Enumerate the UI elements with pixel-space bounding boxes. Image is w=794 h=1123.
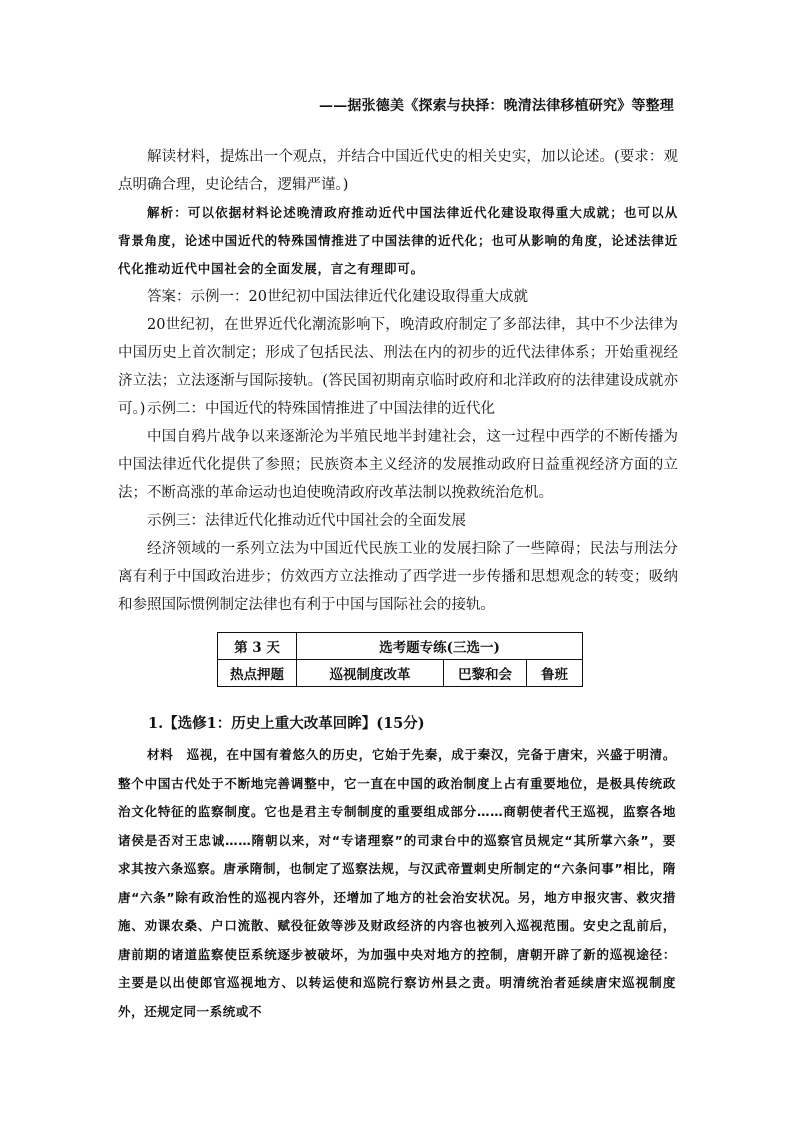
- answer-example3-body: 经济领域的一系列立法为中国近代民族工业的发展扫除了一些障碍；民法与刑法分离有利于中国政治进步；仿效西方立法推动了西学进一步传播和思想观念的转变；吸纳和参照国际惯例制定法律也有利于中国与国际社会的接轨。: [118, 541, 678, 613]
- hot-topic-label-cell: 热点押题: [218, 660, 297, 687]
- question-1-heading: 1.【选修1：历史上重大改革回眸】(15分): [148, 715, 425, 732]
- table-title-cell: 选考题专练(三选一): [297, 633, 583, 660]
- answer-example1-title: 答案：示例一：20世纪初中国法律近代化建设取得重大成就: [147, 289, 528, 305]
- day-schedule-table: [217, 632, 583, 687]
- answer-example2-body: 中国自鸦片战争以来逐渐沦为半殖民地半封建社会，这一过程中西学的不断传播为中国法律近代化提供了参照；民族资本主义经济的发展推动政府日益重视经济方面的立法；不断高涨的革命运动也迫使晚清政府改革法制以挽救统治危机。: [118, 429, 678, 501]
- question-prompt: 解读材料，提炼出一个观点，并结合中国近代史的相关史实，加以论述。(要求：观点明确合理，史论结合，逻辑严谨。): [118, 149, 678, 193]
- analysis-text: 解析：可以依据材料论述晚清政府推动近代中国法律近代化建设取得重大成就；也可以从背景角度，论述中国近代的特殊国情推进了中国法律的近代化；也可从影响的角度，论述法律近代化推动近代中国社会的全面发展，言之有理即可。: [118, 205, 678, 276]
- day-label-cell: 第 3 天: [218, 633, 297, 660]
- question-1-material: 材料 巡视，在中国有着悠久的历史，它始于先秦，成于秦汉，完备于唐宋，兴盛于明清。整个中国古代处于不断地完善调整中，它一直在中国的政治制度上占有重要地位，是极具传统政治文化特征的监察制度。它也是君主专制制度的重要组成部分……商朝使者代王巡视，监察各地诸侯是否对王忠诚……隋朝以来，对“专诸理察”的司隶台中的巡察官员规定“其所掌六条”，要求其按六条巡察。唐承隋制，也制定了巡察法规，与汉武帝置刺史所制定的“六条问事”相比，隋唐“六条”除有政治性的巡视内容外，还增加了地方的社会治安状况。另，地方申报灾害、救灾措施、劝课农桑、户口流散、赋役征敛等涉及财政经济的内容也被列入巡视范围。安史之乱前后，唐前期的诸道监察使臣系统逐步被破坏，为加强中央对地方的控制，唐朝开辟了新的巡视途径：主要是以出使郎官巡视地方、以转运使和巡院行察访州县之责。明清统治者延续唐宋巡视制度外，还规定同一系统或不: [118, 747, 676, 1019]
- answer-example3-title: 示例三：法律近代化推动近代中国社会的全面发展: [147, 513, 466, 529]
- answer-example2-title: 示例二：中国近代的特殊国情推进了中国法律的近代化: [147, 401, 495, 417]
- topic-cell-3: 鲁班: [527, 660, 583, 687]
- topic-cell-1: 巡视制度改革: [297, 660, 444, 687]
- table-row: [218, 660, 583, 687]
- table-row: [218, 633, 583, 660]
- answer-example1-body: 20世纪初，在世界近代化潮流影响下，晚清政府制定了多部法律，其中不少法律为中国历史上首次制定；形成了包括民法、刑法在内的初步的近代法律体系；开始重视经济立法；立法逐渐与国际接轨。(答民国初期南京临时政府和北洋政府的法律建设成就亦可。): [118, 317, 678, 417]
- topic-cell-2: 巴黎和会: [444, 660, 527, 687]
- source-citation: ——据张德美《探索与抉择：晚清法律移植研究》等整理: [319, 98, 674, 114]
